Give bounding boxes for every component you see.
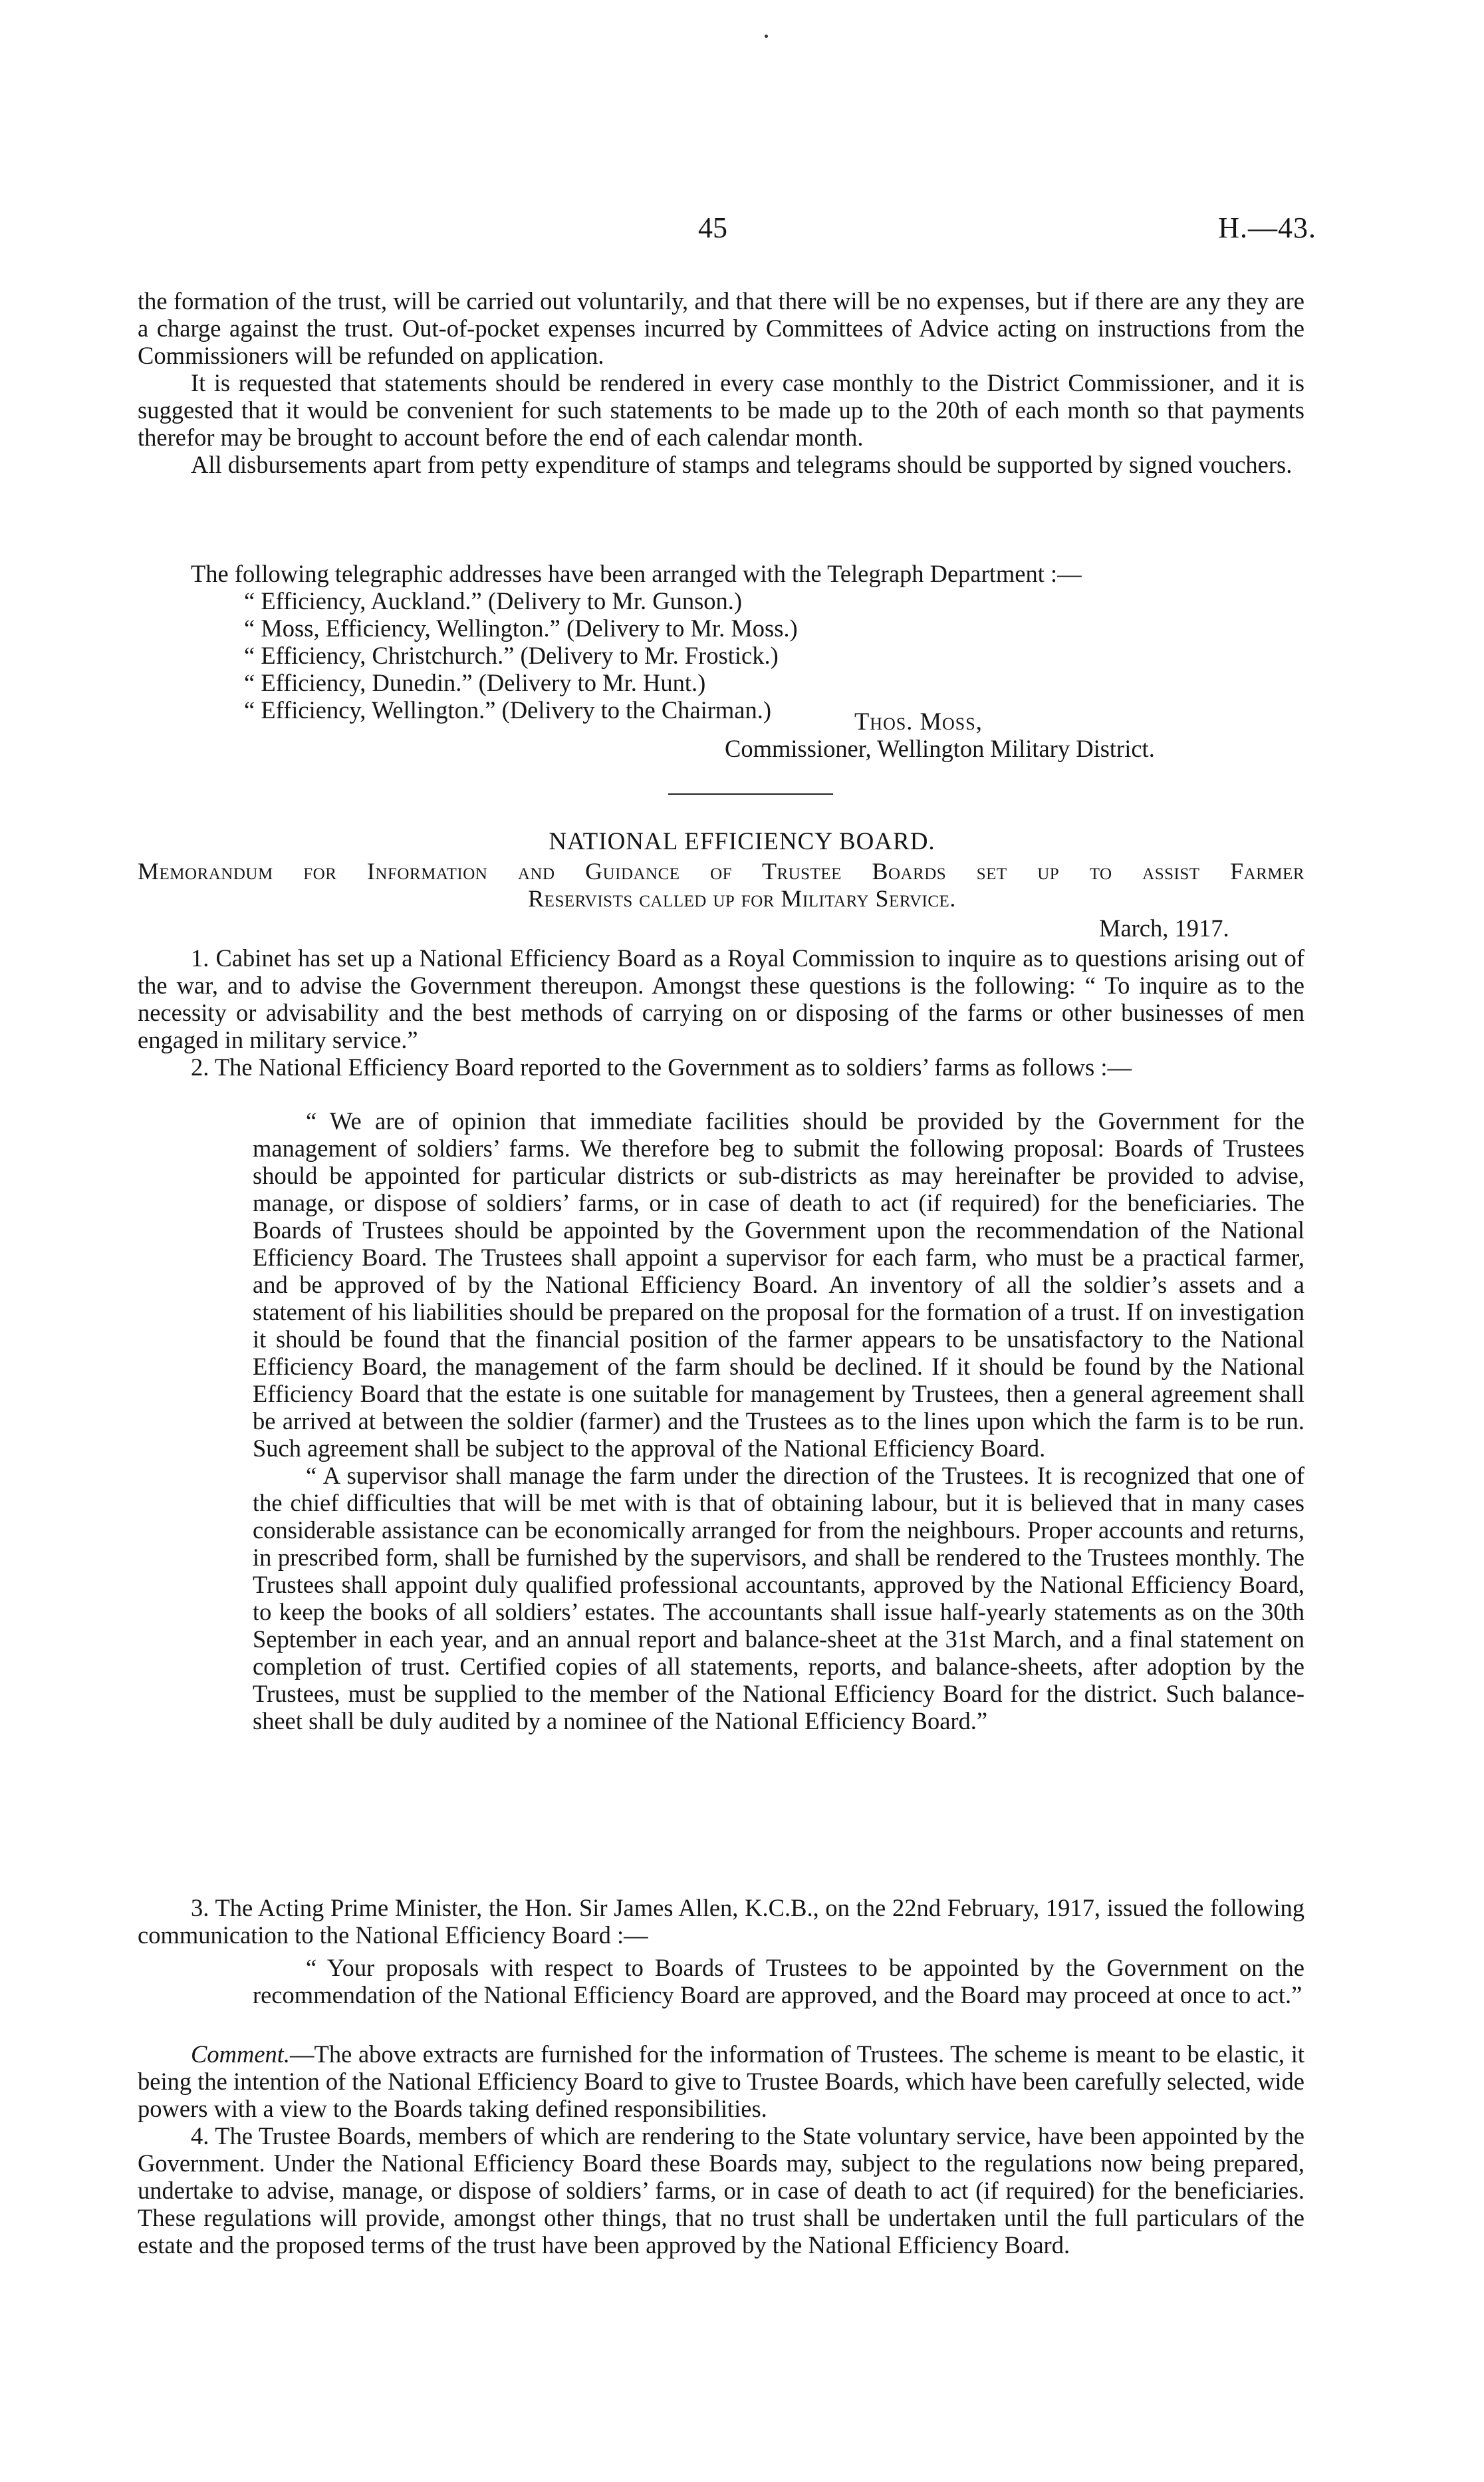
comment-and-paragraph-4 bbox=[138, 2040, 1304, 2259]
comment-paragraph bbox=[138, 2040, 1304, 2122]
paragraph-3: 3. The Acting Prime Minister, the Hon. Sir James Allen, K.C.B., on the 22nd February, 1917, issued the following communication to the National Efficiency Board :— bbox=[138, 1894, 1304, 1949]
scan-speck bbox=[765, 35, 768, 38]
telegraph-address: “ Efficiency, Auckland.” (Delivery to Mr. Gunson.) bbox=[244, 587, 743, 615]
memo-heading-line-2: Reservists called up for Military Service. bbox=[528, 885, 956, 912]
signature-title: Commissioner, Wellington Military District. bbox=[725, 735, 1155, 762]
intro-text bbox=[138, 287, 1304, 478]
numbered-paragraphs-1-2 bbox=[138, 944, 1304, 1081]
paragraph-1: 1. Cabinet has set up a National Efficiency Board as a Royal Commission to inquire as to questions arising out of the war, and to advise the Government thereupon. Amongst these questions is the following: “ To inquire as to the necessity or advisability and the best methods of carrying on or disposing of the farms or other businesses of men engaged in military service.” bbox=[138, 944, 1304, 1053]
intro-paragraph-2: It is requested that statements should be rendered in every case monthly to the District Commissioner, and it is suggested that it would be convenient for such statements to be made up to the 20th of each month so that payments therefor may be brought to account before the end of each calendar month. bbox=[138, 369, 1304, 451]
minister-quote bbox=[253, 1954, 1304, 2008]
telegraph-address: “ Efficiency, Dunedin.” (Delivery to Mr. Hunt.) bbox=[244, 669, 706, 696]
comment-label: Comment. bbox=[191, 2040, 291, 2068]
telegraph-address: “ Efficiency, Christchurch.” (Delivery to Mr. Frostick.) bbox=[244, 642, 779, 669]
memo-date: March, 1917. bbox=[1099, 914, 1229, 942]
quote-paragraph-3: “ Your proposals with respect to Boards of Trustees to be appointed by the Government on the recommendation of the National Efficiency Board are approved, and the Board may proceed at once to act.” bbox=[253, 1954, 1304, 2008]
quote-paragraph-1: “ We are of opinion that immediate facilities should be provided by the Government for the management of soldiers’ farms. We therefore beg to submit the following proposal: Boards of Trustees should be appointed for particular districts or sub-districts as may hereinafter be provided to advise, manage, or dispose of soldiers’ farms, or in case of death to act (if required) for the beneficiaries. The Boards of Trustees should be appointed by the Government upon the recommendation of the National Efficiency Board. The Trustees shall appoint a supervisor for each farm, who must be a practical farmer, and be approved of by the National Efficiency Board. An inventory of all the soldier’s assets and a statement of his liabilities should be prepared on the proposal for the formation of a trust. If on investigation it should be found that the financial position of the farmer appears to be unsatisfactory to the National Efficiency Board, the management of the farm should be declined. If it should be found by the National Efficiency Board that the estate is one suitable for management by Trustees, then a general agreement shall be arrived at between the soldier (farmer) and the Trustees as to the lines upon which the farm is to be run. Such agreement shall be subject to the approval of the National Efficiency Board. bbox=[253, 1107, 1304, 1462]
section-title: NATIONAL EFFICIENCY BOARD. bbox=[549, 828, 935, 855]
memo-heading-line-1: Memorandum for Information and Guidance of Trustee Boards set up to assist Farmer bbox=[138, 858, 1304, 885]
intro-paragraph-1: the formation of the trust, will be carried out voluntarily, and that there will be no expenses, but if there are any they are a charge against the trust. Out-of-pocket expenses incurred by Committees of Advice acting on instructions from the Commissioners will be refunded on application. bbox=[138, 287, 1304, 369]
signature-name: Thos. Moss, bbox=[854, 708, 983, 735]
section-divider bbox=[668, 793, 833, 795]
telegraph-address: “ Moss, Efficiency, Wellington.” (Delivery to Mr. Moss.) bbox=[244, 615, 798, 642]
paragraph-3-block bbox=[138, 1894, 1304, 1949]
page-number: 45 bbox=[698, 211, 727, 244]
comment-text: —The above extracts are furnished for the information of Trustees. The scheme is meant to be elastic, it being the intention of the National Efficiency Board to give to Trustee Boards, which have been carefully selected, wide powers with a view to the Boards taking defined responsibilities. bbox=[138, 2040, 1304, 2122]
telegraph-address: “ Efficiency, Wellington.” (Delivery to the Chairman.) bbox=[244, 696, 772, 724]
paragraph-2: 2. The National Efficiency Board reported to the Government as to soldiers’ farms as follows :— bbox=[191, 1053, 1132, 1081]
telegraph-intro: The following telegraphic addresses have been arranged with the Telegraph Department :— bbox=[191, 560, 1082, 587]
board-report-quote bbox=[253, 1107, 1304, 1734]
intro-paragraph-3: All disbursements apart from petty expenditure of stamps and telegrams should be supported by signed vouchers. bbox=[191, 451, 1293, 478]
quote-paragraph-2: “ A supervisor shall manage the farm under the direction of the Trustees. It is recognized that one of the chief difficulties that will be met with is that of obtaining labour, but it is believed that in many cases considerable assistance can be economically arranged for from the neighbours. Proper accounts and returns, in prescribed form, shall be furnished by the supervisors, and shall be rendered to the Trustees monthly. The Trustees shall appoint duly qualified professional accountants, approved by the National Efficiency Board, to keep the books of all soldiers’ estates. The accountants shall issue half-yearly statements as on the 30th September in each year, and an annual report and balance-sheet at the 31st March, and a final statement on completion of trust. Certified copies of all statements, reports, and balance-sheets, after adoption by the Trustees, must be supplied to the member of the National Efficiency Board for the district. Such balance-sheet shall be duly audited by a nominee of the National Efficiency Board.” bbox=[253, 1462, 1304, 1734]
telegraph-address-list bbox=[244, 587, 798, 724]
document-code: H.—43. bbox=[1218, 211, 1316, 244]
paragraph-4: 4. The Trustee Boards, members of which are rendering to the State voluntary service, have been appointed by the Government. Under the National Efficiency Board these Boards may, subject to the regulations now being prepared, undertake to advise, manage, or dispose of soldiers’ farms, or in case of death to act (if required) for the beneficiaries. These regulations will provide, amongst other things, that no trust shall be undertaken until the full particulars of the estate and the proposed terms of the trust have been approved by the National Efficiency Board. bbox=[138, 2122, 1304, 2259]
